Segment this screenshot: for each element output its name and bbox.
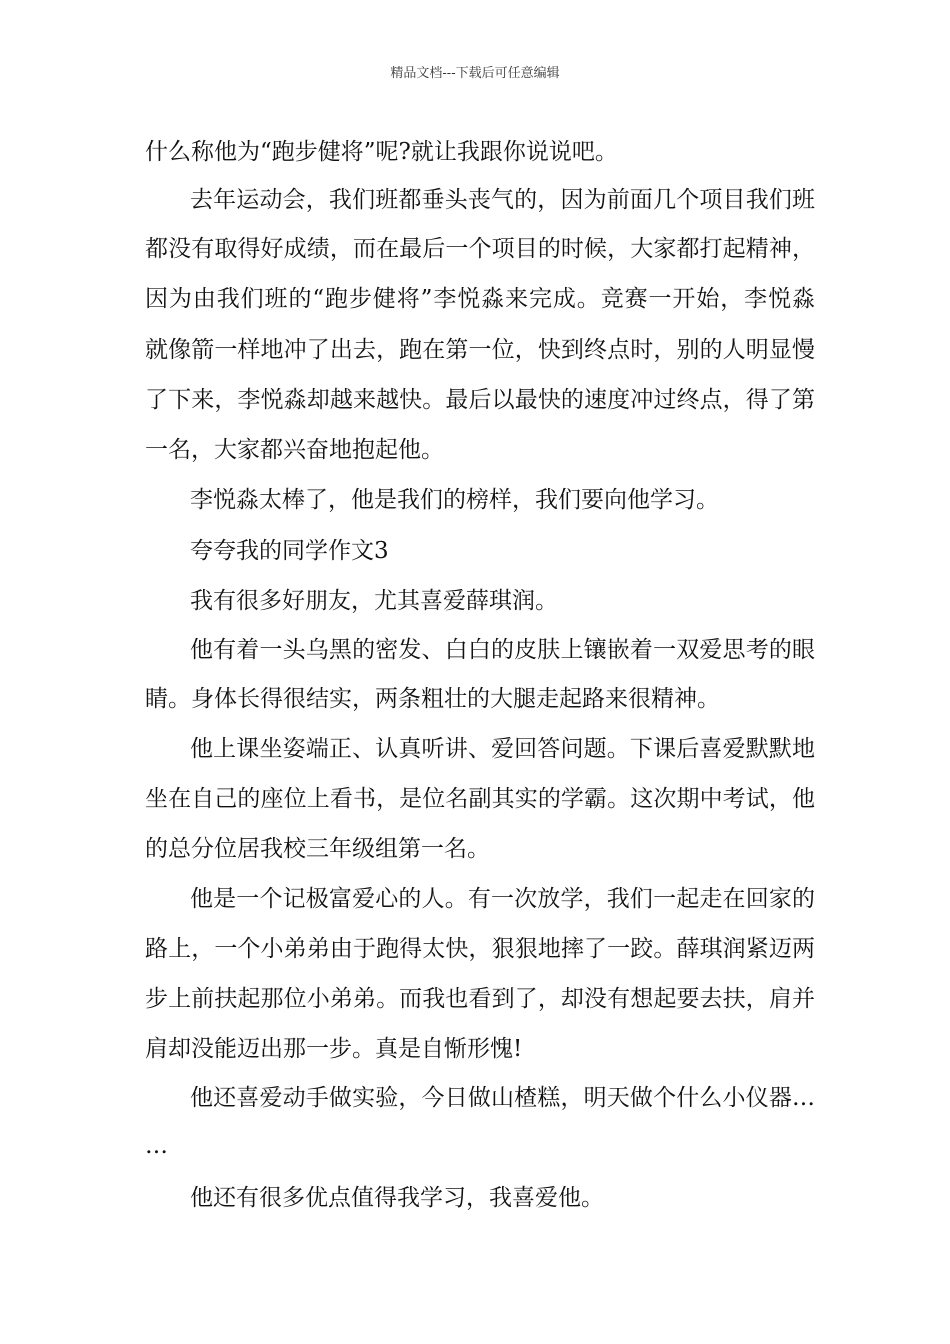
text-line: 他还喜爱动手做实验，今日做山楂糕，明天做个什么小仪器…: [190, 1085, 815, 1111]
text-line: 什么称他为“跑步健将”呢?就让我跟你说说吧。: [145, 139, 618, 165]
text-line: …: [145, 1133, 168, 1159]
text-line: 因为由我们班的“跑步健将”李悦淼来完成。竞赛一开始，李悦淼: [145, 286, 815, 312]
text-line: 路上，一个小弟弟由于跑得太快，狠狠地摔了一跤。薛琪润紧迈两: [145, 936, 815, 962]
text-line: 步上前扶起那位小弟弟。而我也看到了，却没有想起要去扶，肩并: [145, 986, 815, 1012]
text-line: 了下来，李悦淼却越来越快。最后以最快的速度冲过终点，得了第: [145, 387, 815, 413]
text-line: 去年运动会，我们班都垂头丧气的，因为前面几个项目我们班: [190, 187, 815, 213]
text-line: 他是一个记极富爱心的人。有一次放学，我们一起走在回家的: [190, 886, 815, 912]
text-line: 睛。身体长得很结实，两条粗壮的大腿走起路来很精神。: [145, 686, 720, 712]
text-line: 他上课坐姿端正、认真听讲、爱回答问题。下课后喜爱默默地: [190, 736, 815, 762]
text-line: 一名，大家都兴奋地抱起他。: [145, 437, 444, 463]
text-line: 的总分位居我校三年级组第一名。: [145, 836, 490, 862]
section-title: 夸夸我的同学作文3: [190, 538, 389, 564]
page-header: 精品文档---下载后可任意编辑: [390, 66, 560, 81]
text-line: 肩却没能迈出那一步。真是自惭形愧!: [145, 1036, 523, 1062]
text-line: 李悦淼太棒了，他是我们的榜样，我们要向他学习。: [190, 487, 719, 513]
text-line: 就像箭一样地冲了出去，跑在第一位，快到终点时，别的人明显慢: [145, 337, 815, 363]
text-line: 都没有取得好成绩，而在最后一个项目的时候，大家都打起精神，: [145, 236, 815, 262]
text-line: 坐在自己的座位上看书，是位名副其实的学霸。这次期中考试，他: [145, 786, 815, 812]
text-line: 他有着一头乌黑的密发、白白的皮肤上镶嵌着一双爱思考的眼: [190, 637, 815, 663]
text-line: 他还有很多优点值得我学习，我喜爱他。: [190, 1185, 604, 1211]
text-line: 我有很多好朋友，尤其喜爱薛琪润。: [190, 588, 558, 614]
